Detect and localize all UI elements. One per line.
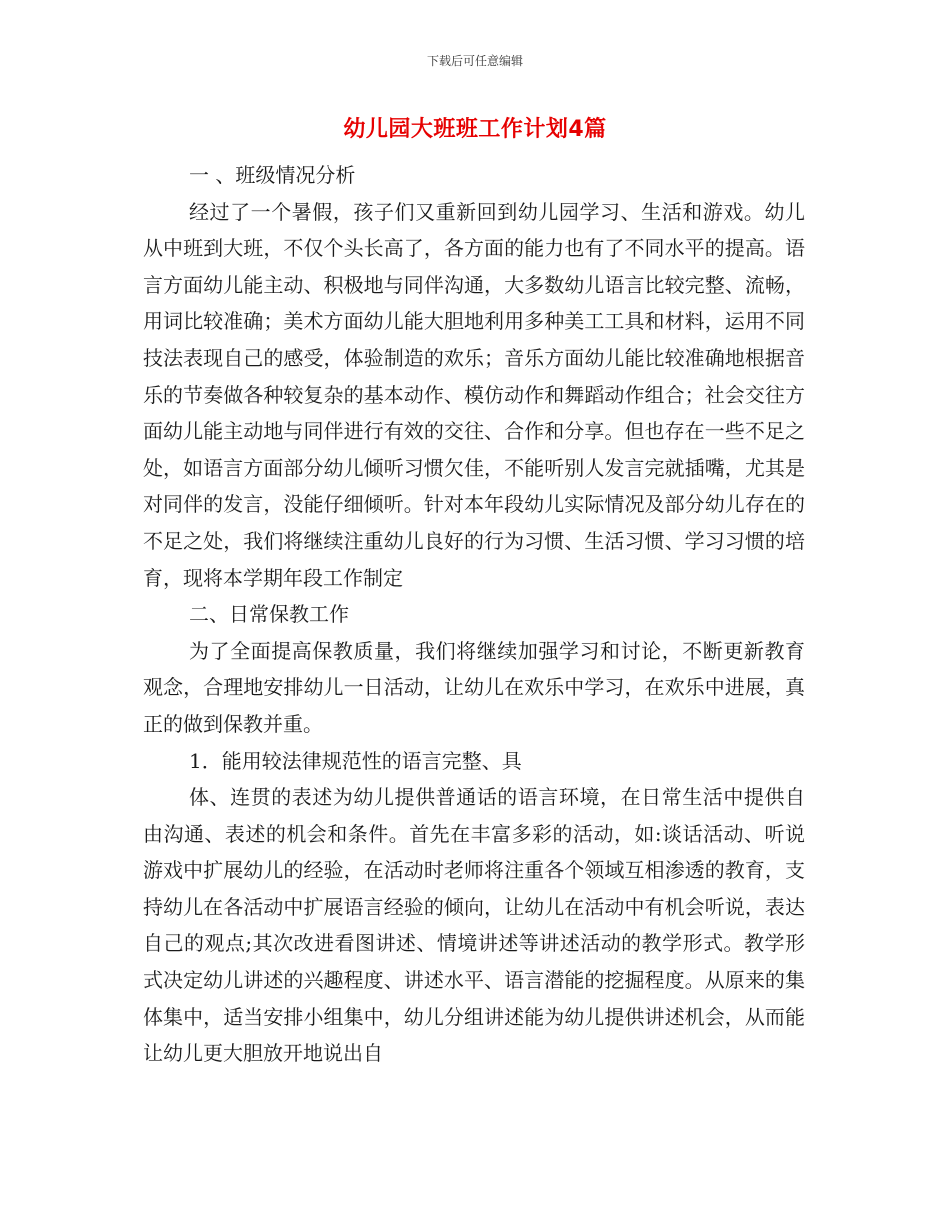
paragraph-class-analysis: 经过了一个暑假，孩子们又重新回到幼儿园学习、生活和游戏。幼儿从中班到大班，不仅个头长高了，各方面的能力也有了不同水平的提高。语言方面幼儿能主动、积极地与同伴沟通，大多数幼儿语言比较完整、流畅，用词比较准确；美术方面幼儿能大胆地利用多种美工工具和材料，运用不同技法表现自己的感受，体验制造的欢乐；音乐方面幼儿能比较准确地根据音乐的节奏做各种较复杂的基本动作、模仿动作和舞蹈动作组合；社会交往方面幼儿能主动地与同伴进行有效的交往、合作和分享。但也存在一些不足之处，如语言方面部分幼儿倾听习惯欠佳，不能听别人发言完就插嘴，尤其是对同伴的发言，没能仔细倾听。针对本年段幼儿实际情况及部分幼儿存在的不足之处，我们将继续注重幼儿良好的行为习惯、生活习惯、学习习惯的培育，现将本学期年段工作制定: [143, 199, 805, 590]
document-title: 幼儿园大班班工作计划4篇: [343, 117, 607, 142]
paragraph-daily-care: 为了全面提高保教质量，我们将继续加强学习和讨论，不断更新教育观念，合理地安排幼儿一日活动，让幼儿在欢乐中学习，在欢乐中进展，真正的做到保教并重。: [143, 638, 805, 736]
list-item-heading-1: 1．能用较法律规范性的语言完整、具: [189, 748, 522, 773]
page-header-note: 下载后可任意编辑: [426, 54, 523, 68]
section-heading-daily-care: 二、日常保教工作: [189, 602, 349, 627]
section-heading-class-analysis: 一 、班级情况分析: [189, 163, 356, 187]
document-body: [143, 157, 805, 1072]
paragraph-language-environment: 体、连贯的表述为幼儿提供普通话的语言环境，在日常生活中提供自由沟通、表述的机会和条件。首先在丰富多彩的活动，如:谈话活动、听说游戏中扩展幼儿的经验，在活动时老师将注重各个领域互相渗透的教育，支持幼儿在各活动中扩展语言经验的倾向，让幼儿在活动中有机会听说，表达自己的观点;其次改进看图讲述、情境讲述等讲述活动的教学形式。教学形式决定幼儿讲述的兴趣程度、讲述水平、语言潜能的挖掘程度。从原来的集体集中，适当安排小组集中，幼儿分组讲述能为幼儿提供讲述机会，从而能让幼儿更大胆放开地说出自: [143, 785, 805, 1066]
